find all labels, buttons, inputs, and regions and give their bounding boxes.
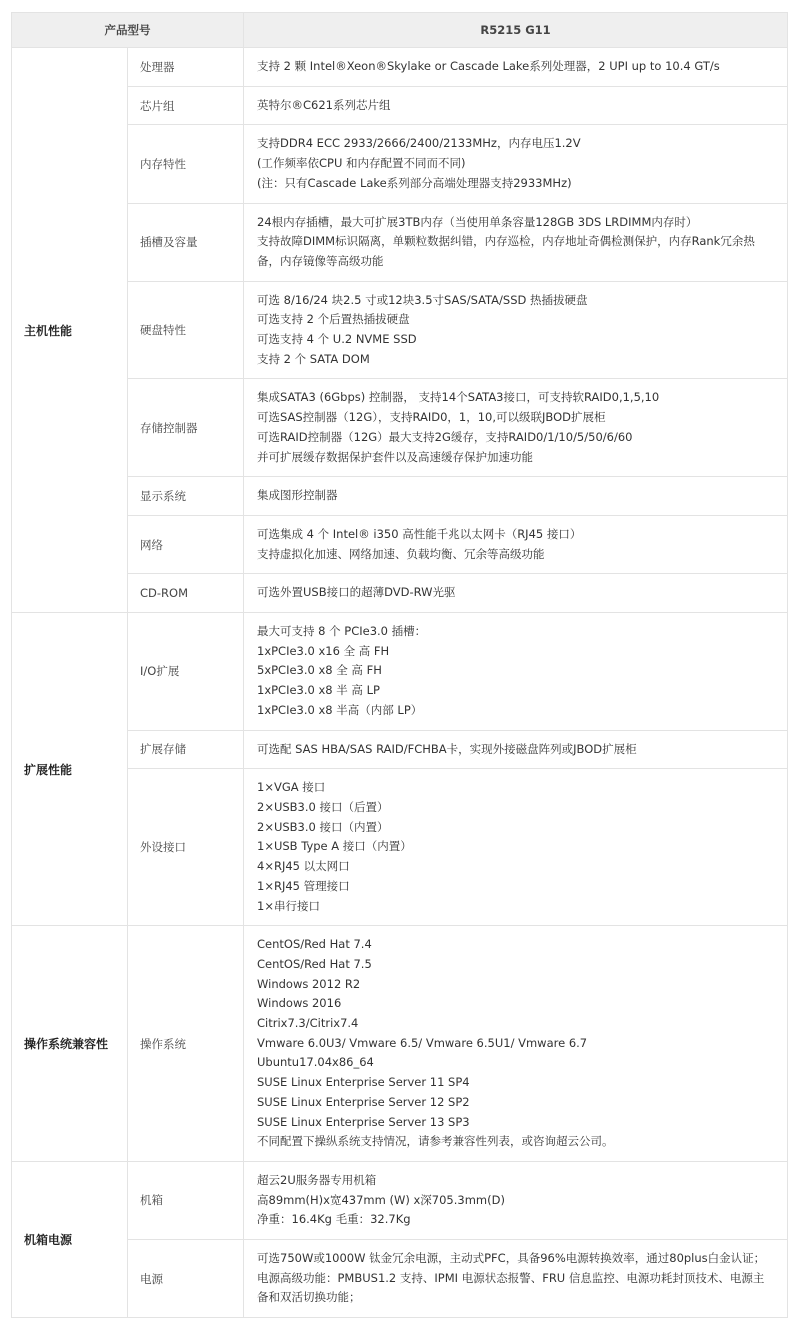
table-row [12, 86, 788, 125]
spec-value-line: 支持虚拟化加速、网络加速、负载均衡、冗余等高级功能 [257, 546, 545, 561]
spec-value-line: 5xPCIe3.0 x8 全 高 FH [257, 663, 382, 678]
section-category: 操作系统兼容性 [12, 926, 128, 1162]
spec-value-line: 超云2U服务器专用机箱 [257, 1172, 377, 1187]
table-row [12, 613, 788, 731]
table-row [12, 477, 788, 516]
spec-value-line: 1×RJ45 管理接口 [257, 878, 350, 893]
spec-value-line: 支持 2 个 SATA DOM [257, 351, 370, 366]
table-row [12, 379, 788, 477]
spec-value-line: 支持 2 颗 Intel®Xeon®Skylake or Cascade Lake系列处理器，2 UPI up to 10.4 GT/s [257, 59, 720, 73]
spec-value-line: SUSE Linux Enterprise Server 11 SP4 [257, 1075, 470, 1090]
spec-value-line: 可选RAID控制器（12G）最大支持2G缓存，支持RAID0/1/10/5/50/6/60 [257, 429, 633, 444]
spec-value-line: 净重：16.4Kg 毛重：32.7Kg [257, 1212, 411, 1227]
table-header-row [12, 13, 788, 48]
spec-label: 硬盘特性 [128, 281, 244, 379]
spec-value-line: Vmware 6.0U3/ Vmware 6.5/ Vmware 6.5U1/ Vmware 6.7 [257, 1035, 588, 1050]
table-row [12, 125, 788, 203]
spec-value-line: 集成图形控制器 [257, 488, 338, 503]
spec-value-line: Citrix7.3/Citrix7.4 [257, 1016, 359, 1031]
spec-value-line: (注：只有Cascade Lake系列部分高端处理器支持2933MHz) [257, 175, 572, 190]
spec-value-line: SUSE Linux Enterprise Server 13 SP3 [257, 1114, 470, 1129]
spec-value-line: 1×VGA 接口 [257, 780, 326, 795]
spec-label: 芯片组 [128, 86, 244, 125]
spec-value-line: 可选支持 2 个后置热插拔硬盘 [257, 312, 410, 327]
spec-value-line: 英特尔®C621系列芯片组 [257, 97, 391, 112]
spec-value-line: 1xPCIe3.0 x8 半 高 LP [257, 683, 380, 698]
spec-value-line: Ubuntu17.04x86_64 [257, 1055, 374, 1070]
spec-value-line: 可选集成 4 个 Intel® i350 高性能千兆以太网卡（RJ45 接口） [257, 526, 582, 541]
spec-value-line: 高89mm(H)x宽437mm (W) x深705.3mm(D) [257, 1192, 505, 1207]
spec-value-line: 4×RJ45 以太网口 [257, 859, 350, 874]
table-row [12, 203, 788, 281]
spec-value-line: 并可扩展缓存数据保护套件以及高速缓存保护加速功能 [257, 449, 533, 464]
spec-value-line: (工作频率依CPU 和内存配置不同而不同) [257, 156, 466, 171]
spec-value-line: 1xPCIe3.0 x8 半高（内部 LP） [257, 702, 423, 717]
table-row [12, 574, 788, 613]
header-label: 产品型号 [12, 13, 244, 48]
spec-label: 处理器 [128, 48, 244, 87]
table-body [12, 48, 788, 1318]
spec-value-line: 1xPCIe3.0 x16 全 高 FH [257, 643, 390, 658]
spec-value-line: 集成SATA3 (6Gbps) 控制器， 支持14个SATA3接口，可支持软RAID0,1,5,10 [257, 390, 660, 405]
spec-value-line: 可选750W或1000W 钛金冗余电源，主动式PFC，具备96%电源转换效率，通过80plus白金认证；电源高级功能：PMBUS1.2 支持、IPMI 电源状态报警、FRU 信息监控、电源功耗封顶技术、电源主备和双活切换功能； [257, 1251, 766, 1305]
table-row [12, 730, 788, 769]
spec-value-line: 支持DDR4 ECC 2933/2666/2400/2133MHz，内存电压1.2V [257, 136, 581, 151]
spec-value-line: 可选 8/16/24 块2.5 寸或12块3.5寸SAS/SATA/SSD 热插拔硬盘 [257, 292, 588, 307]
spec-value-line: 1×串行接口 [257, 898, 320, 913]
spec-label: 存储控制器 [128, 379, 244, 477]
spec-value [244, 379, 788, 477]
spec-value-line: CentOS/Red Hat 7.4 [257, 937, 372, 952]
spec-value [244, 48, 788, 87]
section-category: 主机性能 [12, 48, 128, 613]
spec-value [244, 574, 788, 613]
section-category: 扩展性能 [12, 613, 128, 926]
spec-label: 外设接口 [128, 769, 244, 926]
spec-value-line: 最大可支持 8 个 PCIe3.0 插槽： [257, 624, 427, 639]
spec-value-line: Windows 2012 R2 [257, 976, 361, 991]
table-row [12, 515, 788, 573]
spec-value-line: 2×USB3.0 接口（后置） [257, 799, 389, 814]
spec-value [244, 769, 788, 926]
header-model: R5215 G11 [244, 13, 788, 48]
spec-label: 机箱 [128, 1161, 244, 1239]
spec-label: 插槽及容量 [128, 203, 244, 281]
spec-value [244, 926, 788, 1162]
spec-value-line: 可选配 SAS HBA/SAS RAID/FCHBA卡，实现外接磁盘阵列或JBOD扩展柜 [257, 741, 637, 756]
spec-label: 内存特性 [128, 125, 244, 203]
spec-value-line: 2×USB3.0 接口（内置） [257, 819, 389, 834]
table-row [12, 769, 788, 926]
spec-label: I/O扩展 [128, 613, 244, 731]
spec-value [244, 1240, 788, 1318]
table-row [12, 48, 788, 87]
spec-value [244, 1161, 788, 1239]
spec-value-line: 1×USB Type A 接口（内置） [257, 839, 412, 854]
table-row [12, 926, 788, 1162]
spec-label: 显示系统 [128, 477, 244, 516]
spec-value [244, 203, 788, 281]
spec-value-line: CentOS/Red Hat 7.5 [257, 956, 372, 971]
spec-label: 操作系统 [128, 926, 244, 1162]
spec-value-line: SUSE Linux Enterprise Server 12 SP2 [257, 1094, 470, 1109]
spec-table-container [11, 12, 788, 1318]
spec-value-line: 24根内存插槽，最大可扩展3TB内存（当使用单条容量128GB 3DS LRDIMM内存时） [257, 214, 698, 229]
spec-value-line: 可选支持 4 个 U.2 NVME SSD [257, 332, 417, 347]
spec-label: CD-ROM [128, 574, 244, 613]
spec-label: 电源 [128, 1240, 244, 1318]
spec-value-line: 不同配置下操纵系统支持情况，请参考兼容性列表，或咨询超云公司。 [257, 1134, 614, 1149]
spec-label: 扩展存储 [128, 730, 244, 769]
table-row [12, 1240, 788, 1318]
spec-value-line: 可选外置USB接口的超薄DVD-RW光驱 [257, 585, 456, 600]
spec-value [244, 613, 788, 731]
spec-value [244, 86, 788, 125]
spec-value-line: 可选SAS控制器（12G），支持RAID0，1，10,可以级联JBOD扩展柜 [257, 410, 606, 425]
spec-value [244, 730, 788, 769]
spec-value [244, 477, 788, 516]
section-category: 机箱电源 [12, 1161, 128, 1317]
spec-value [244, 281, 788, 379]
table-row [12, 281, 788, 379]
spec-value [244, 515, 788, 573]
table-row [12, 1161, 788, 1239]
spec-value [244, 125, 788, 203]
spec-value-line: 支持故障DIMM标识隔离，单颗粒数据纠错，内存巡检，内存地址奇偶检测保护，内存Rank冗余热备，内存镜像等高级功能 [257, 234, 755, 268]
spec-table [11, 12, 788, 1318]
spec-label: 网络 [128, 515, 244, 573]
spec-value-line: Windows 2016 [257, 996, 342, 1011]
